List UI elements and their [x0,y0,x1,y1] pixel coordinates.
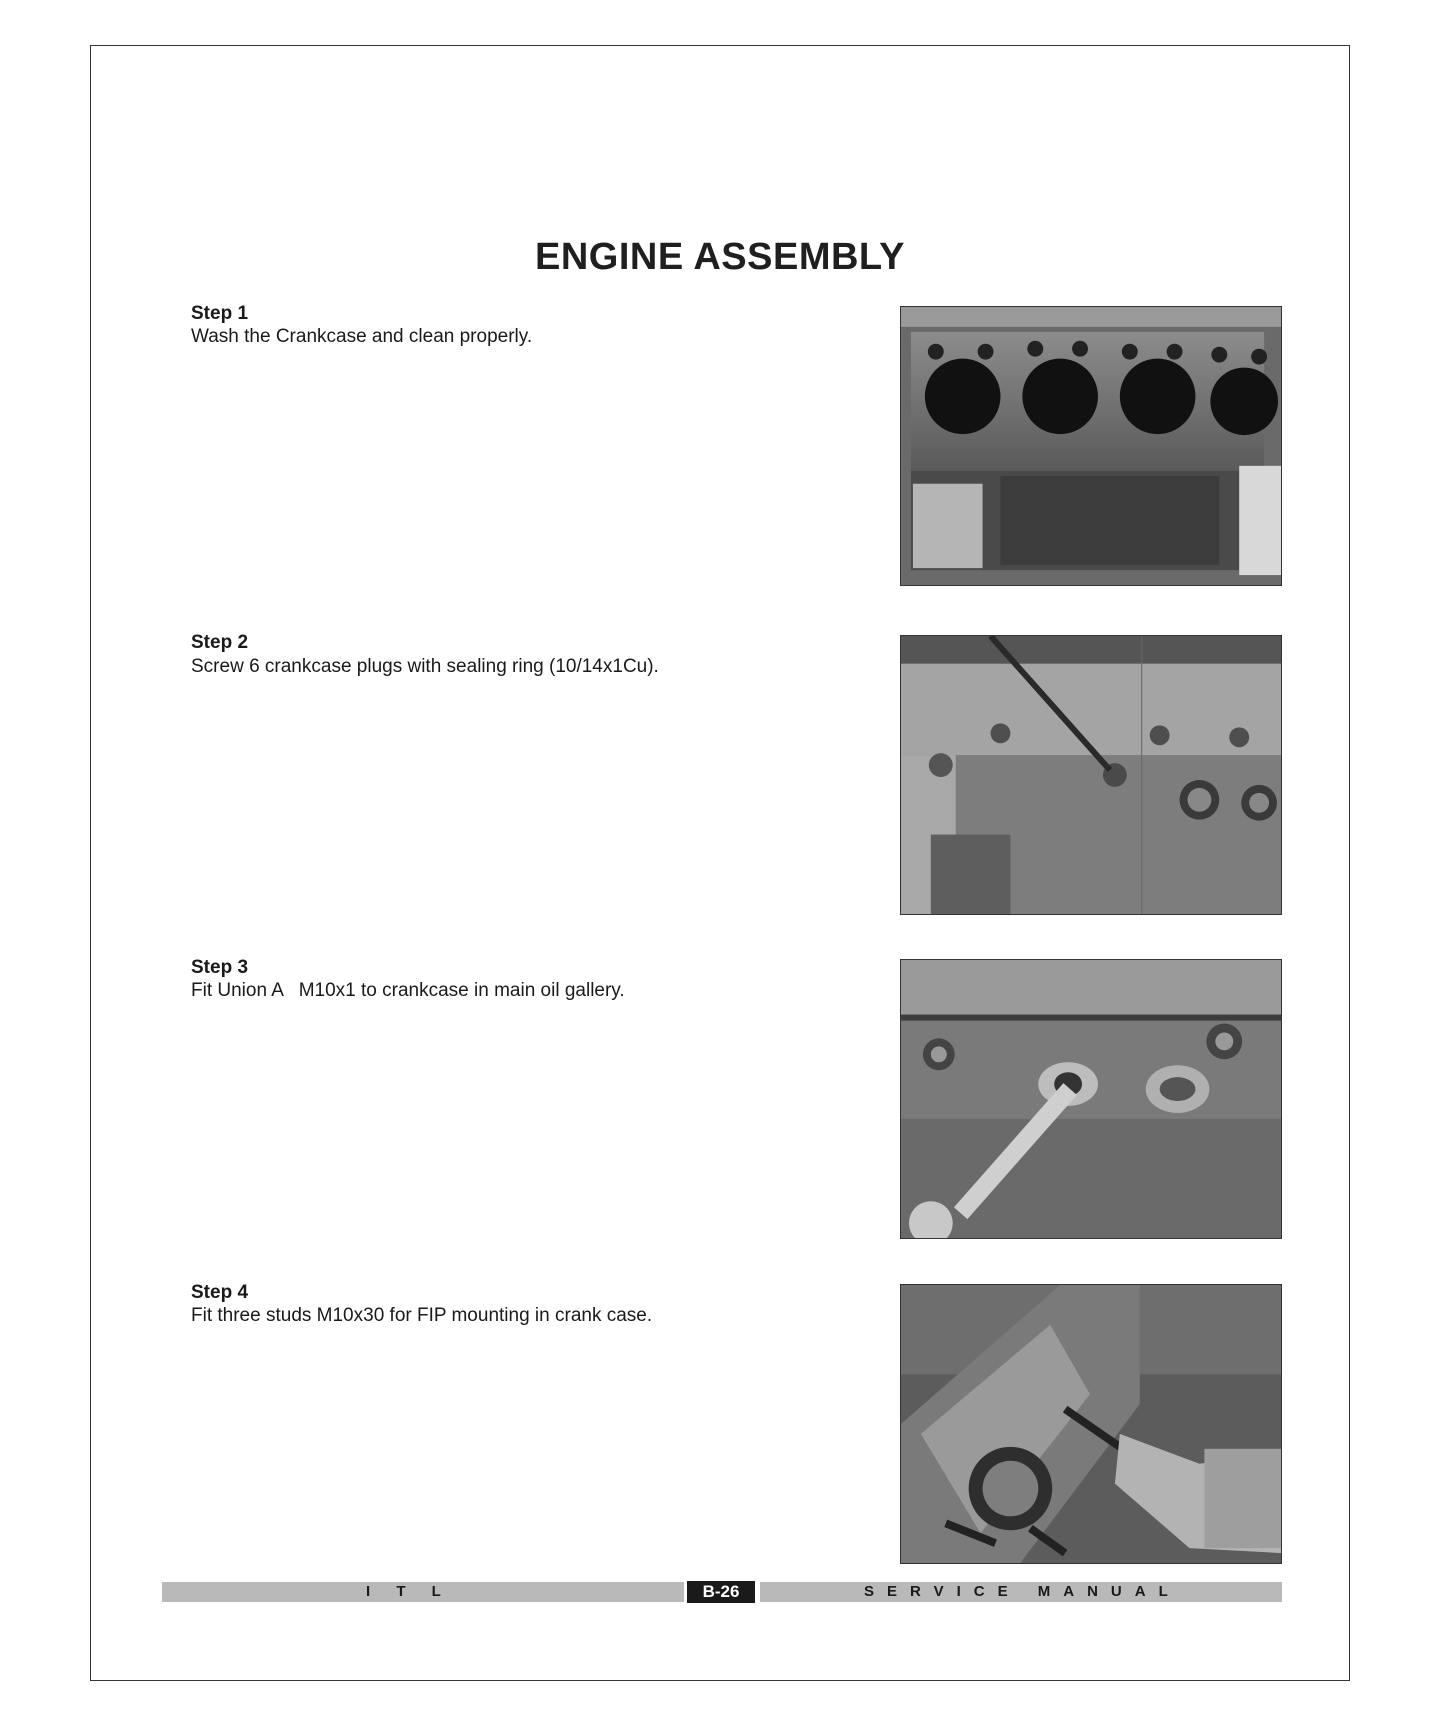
step-1-photo [900,306,1282,586]
step-3-text: Fit Union A M10x1 to crankcase in main oil gallery. [191,980,625,1001]
step-3-photo [900,959,1282,1239]
step-1-label: Step 1 [191,303,249,324]
step-4-photo [900,1284,1282,1564]
step-1-text: Wash the Crankcase and clean properly. [191,326,533,347]
page-title: ENGINE ASSEMBLY [535,236,905,278]
step-3-label: Step 3 [191,957,249,978]
step-4-text: Fit three studs M10x30 for FIP mounting in crank case. [191,1305,653,1326]
wrench-union-photo-icon [901,960,1281,1238]
footer-company: I T L [366,1583,441,1600]
step-4-label: Step 4 [191,1282,249,1303]
engine-block-photo-icon [901,307,1281,585]
step-2-label: Step 2 [191,632,249,653]
step-2-text: Screw 6 crankcase plugs with sealing ring (10/14x1Cu). [191,656,659,677]
page-number: B-26 [687,1581,755,1603]
step-2-photo [900,635,1282,915]
stud-driver-photo-icon [901,1285,1281,1563]
crankcase-plug-photo-icon [901,636,1281,914]
footer-manual-label: SERVICE MANUAL [864,1583,1181,1600]
